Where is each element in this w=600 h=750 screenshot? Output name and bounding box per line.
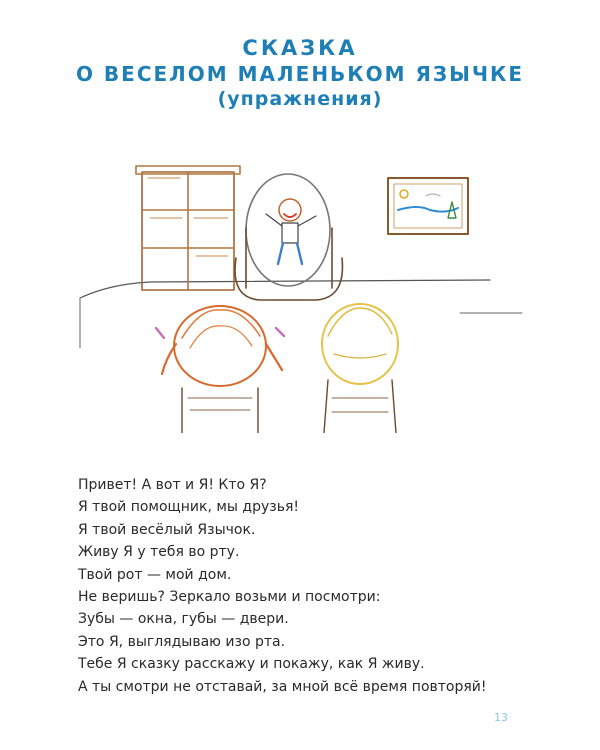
wall-picture <box>388 178 468 234</box>
poem-text <box>78 474 487 698</box>
poem-line: Не веришь? Зеркало возьми и посмотри: <box>78 589 381 606</box>
page-title-line2: О ВЕСЕЛОМ МАЛЕНЬКОМ ЯЗЫЧКЕ <box>75 62 525 86</box>
poem-line: Живу Я у тебя во рту. <box>78 544 240 561</box>
drawing-children-mirror-icon <box>70 148 530 433</box>
poem-line: Тебе Я сказку расскажу и покажу, как Я живу. <box>78 656 425 673</box>
poem-line: Зубы — окна, губы — двери. <box>78 611 289 628</box>
page-subtitle: (упражнения) <box>217 88 383 110</box>
figure-in-mirror <box>266 199 316 264</box>
poem-line: Твой рот — мой дом. <box>78 566 232 583</box>
poem-line: А ты смотри не отставай, за мной всё время повторяй! <box>78 678 487 695</box>
table-edge <box>80 298 522 348</box>
page-number: 13 <box>494 711 508 724</box>
poem-line: Это Я, выглядываю изо рта. <box>78 633 286 650</box>
poem-line: Я твой весёлый Язычок. <box>78 521 256 538</box>
girl-head <box>156 306 284 433</box>
cabinet <box>136 166 240 290</box>
poem-line: Я твой помощник, мы друзья! <box>78 499 299 516</box>
poem-line: Привет! А вот и Я! Кто Я? <box>78 477 267 493</box>
page-title-line1: СКАЗКА <box>242 36 358 60</box>
boy-head <box>322 304 398 433</box>
